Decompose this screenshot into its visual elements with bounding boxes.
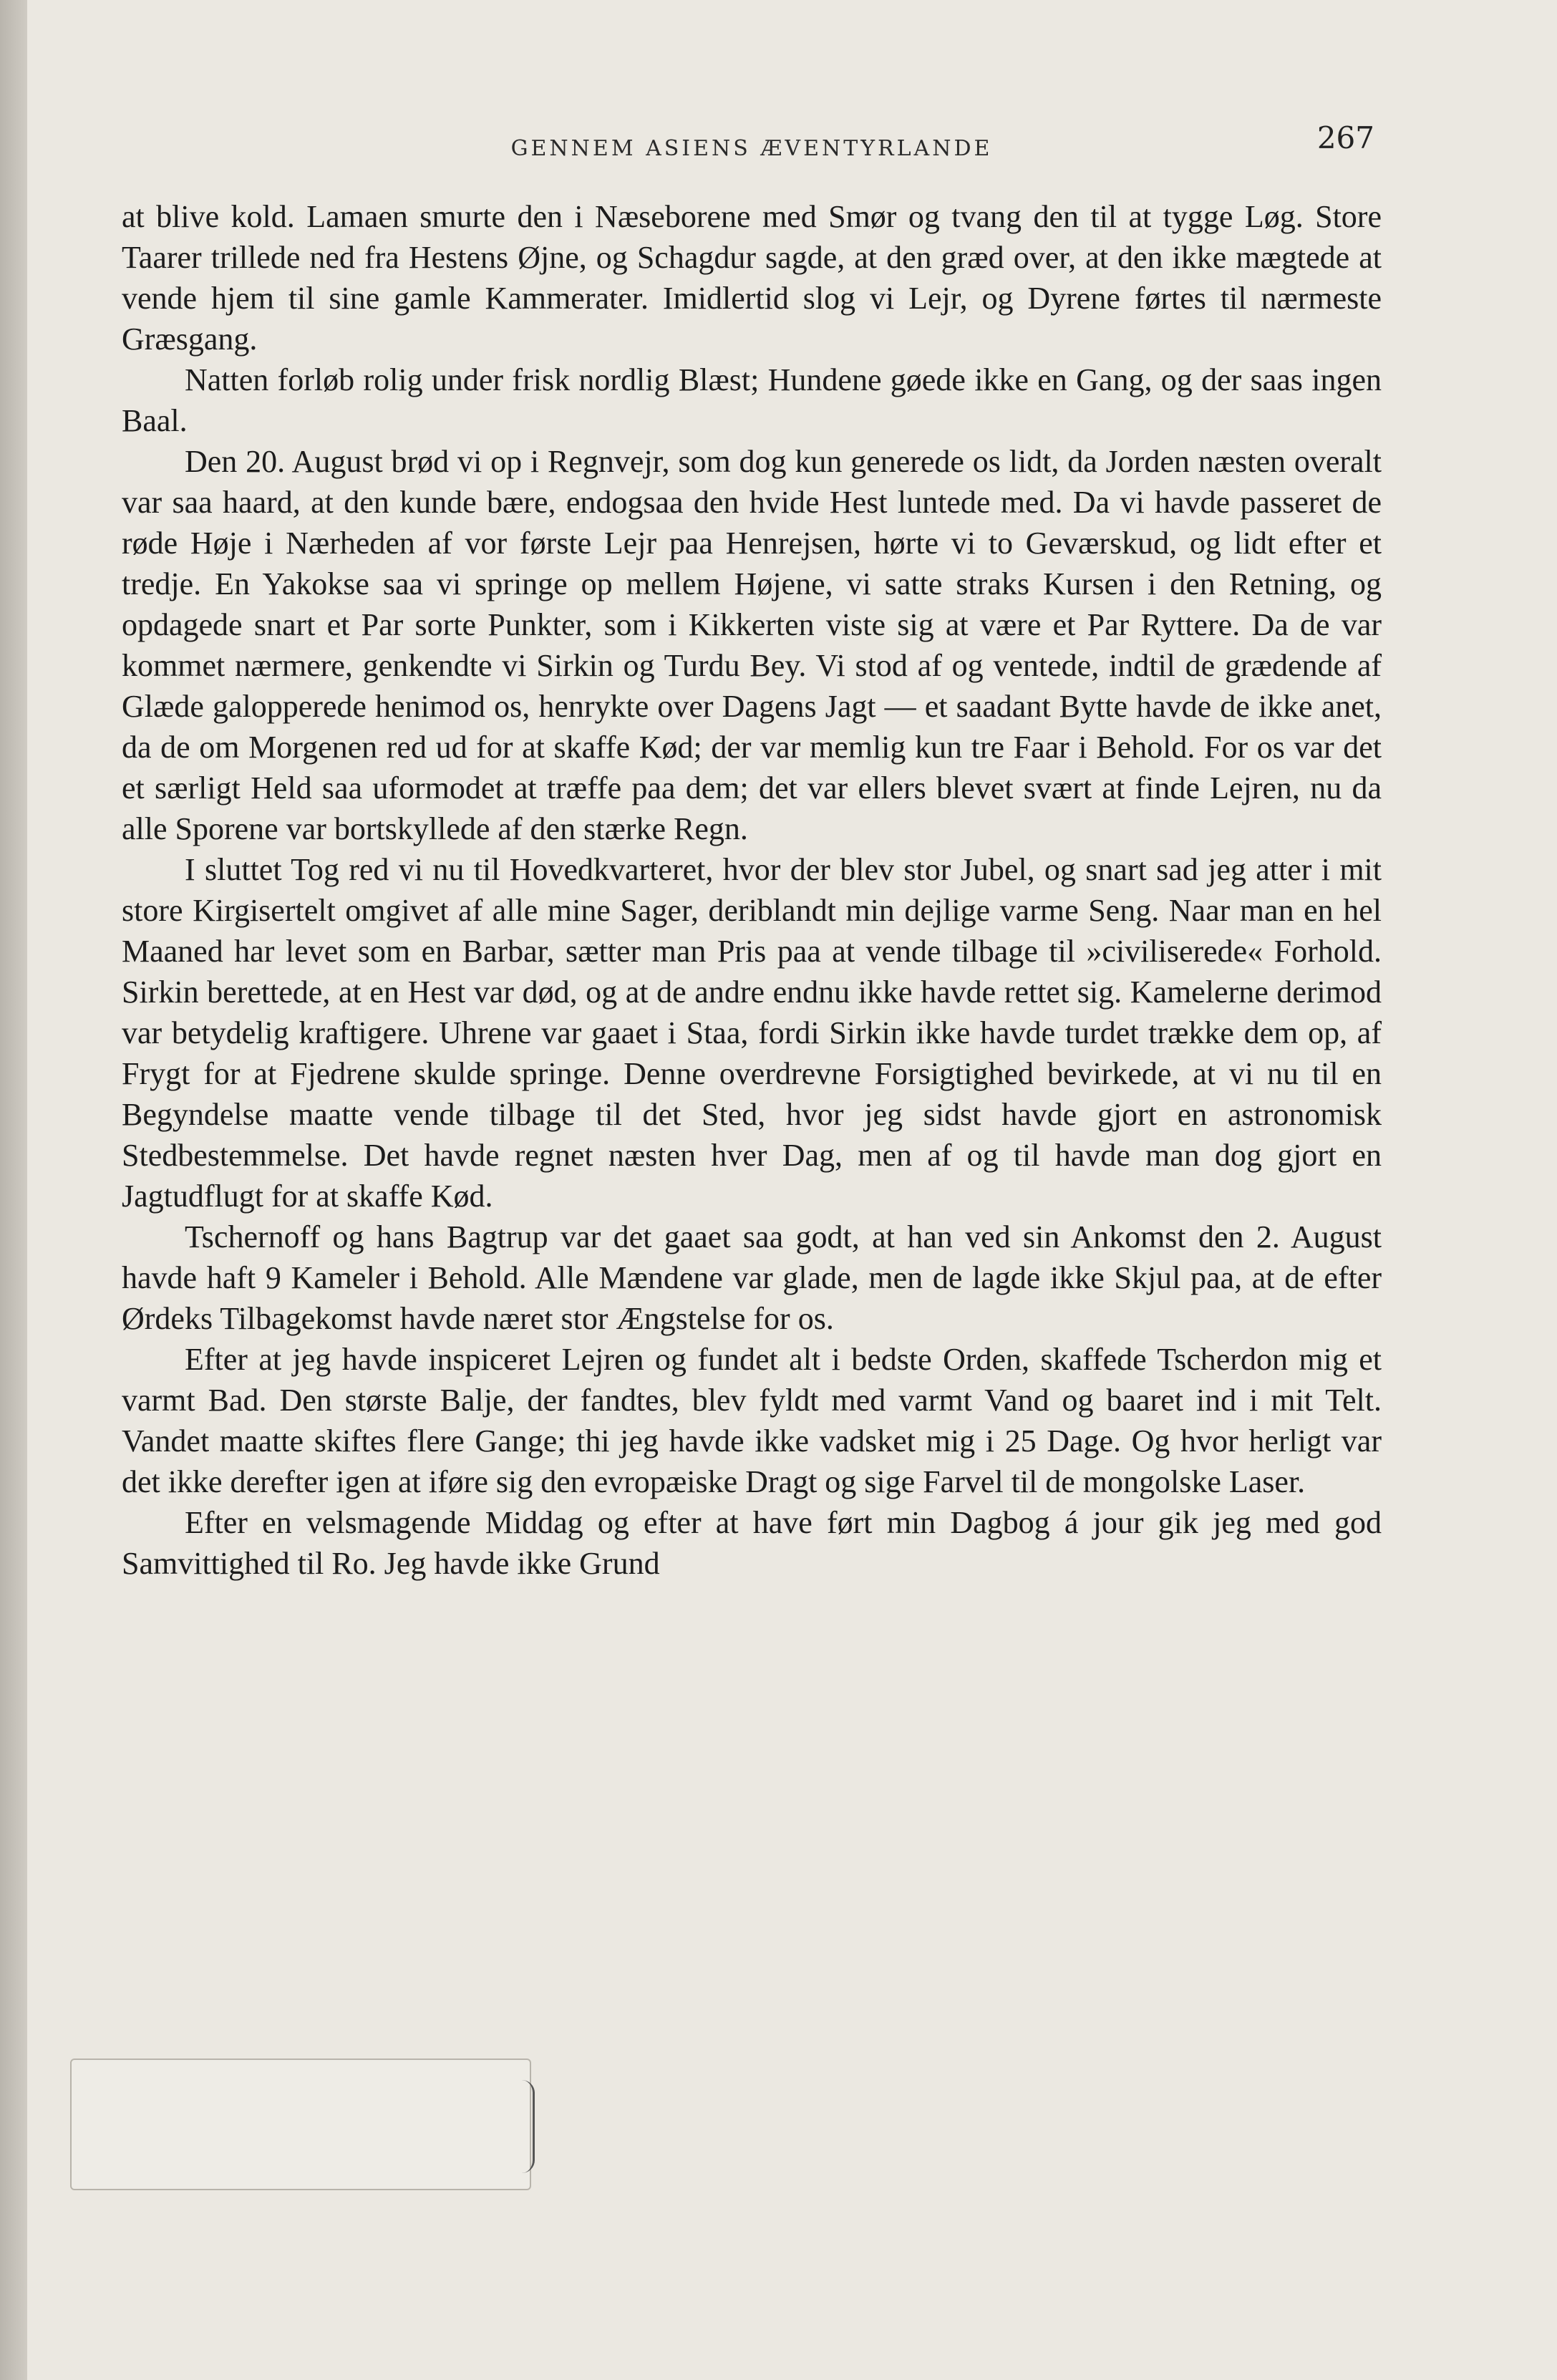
body-text bbox=[122, 196, 1382, 1584]
paragraph-6: Efter at jeg havde inspiceret Lejren og fundet alt i bedste Orden, skaffede Tscherdon mig et varmt Bad. Den største Balje, der fandtes, blev fyldt med varmt Vand og baaret ind i mit Telt. Vandet maatte skiftes flere Gange; thi jeg havde ikke vadsket mig i 25 Dage. Og hvor herligt var det ikke derefter igen at iføre sig den evropæiske Dragt og sige Farvel til de mongolske Laser. bbox=[122, 1342, 1382, 1499]
stamp-bracket bbox=[520, 2080, 535, 2173]
book-page bbox=[27, 0, 1557, 2380]
paragraph-1: at blive kold. Lamaen smurte den i Næseborene med Smør og tvang den til at tygge Løg. Store Taarer trillede ned fra Hestens Øjne, og Schagdur sagde, at den græd over, at den ikke mægtede at vende hjem til sine gamle Kammerater. Imidlertid slog vi Lejr, og Dyrene førtes til nærmeste Græsgang. bbox=[122, 199, 1382, 357]
paragraph-3: Den 20. August brød vi op i Regnvejr, som dog kun generede os lidt, da Jorden næsten overalt var saa haard, at den kunde bære, endogsaa den hvide Hest luntede med. Da vi havde passeret de røde Høje i Nærheden af vor første Lejr paa Henrejsen, hørte vi to Geværskud, og lidt efter et tredje. En Yakokse saa vi springe op mellem Højene, vi satte straks Kursen i den Retning, og opdagede snart et Par sorte Punkter, som i Kikkerten viste sig at være et Par Ryttere. Da de var kommet nærmere, genkendte vi Sirkin og Turdu Bey. Vi stod af og ventede, indtil de grædende af Glæde galopperede henimod os, henrykte over Dagens Jagt — et saadant Bytte havde de ikke anet, da de om Morgenen red ud for at skaffe Kød; der var memlig kun tre Faar i Behold. For os var det et særligt Held saa uformodet at træffe paa dem; det var ellers blevet svært at finde Lejren, nu da alle Sporene var bortskyllede af den stærke Regn. bbox=[122, 444, 1382, 846]
paragraph-4: I sluttet Tog red vi nu til Hovedkvarteret, hvor der blev stor Jubel, og snart sad jeg atter i mit store Kirgisertelt omgivet af alle mine Sager, deriblandt min dejlige varme Seng. Naar man en hel Maaned har levet som en Barbar, sætter man Pris paa at vende tilbage til »civiliserede« Forhold. Sirkin berettede, at en Hest var død, og at de andre endnu ikke havde rettet sig. Kamelerne derimod var betydelig kraftigere. Uhrene var gaaet i Staa, fordi Sirkin ikke havde turdet trække dem op, af Frygt for at Fjedrene skulde springe. Denne overdrevne Forsigtighed bevirkede, at vi nu til en Begyndelse maatte vende tilbage til det Sted, hvor jeg sidst havde gjort en astronomisk Stedbestemmelse. Det havde regnet næsten hver Dag, men af og til havde man dog gjort en Jagtudflugt for at skaffe Kød. bbox=[122, 852, 1382, 1214]
paragraph-7: Efter en velsmagende Middag og efter at have ført min Dagbog á jour gik jeg med god Samvittighed til Ro. Jeg havde ikke Grund bbox=[122, 1505, 1382, 1581]
library-stamp-box bbox=[70, 2059, 531, 2190]
paragraph-2: Natten forløb rolig under frisk nordlig Blæst; Hundene gøede ikke en Gang, og der saas ingen Baal. bbox=[122, 362, 1382, 438]
running-title: GENNEM ASIENS ÆVENTYRLANDE bbox=[510, 136, 993, 161]
running-head bbox=[122, 107, 1382, 165]
scan-edge bbox=[0, 0, 27, 2380]
page-content bbox=[122, 107, 1382, 1584]
page-number: 267 bbox=[1316, 120, 1374, 155]
paragraph-5: Tschernoff og hans Bagtrup var det gaaet saa godt, at han ved sin Ankomst den 2. August havde haft 9 Kameler i Behold. Alle Mændene var glade, men de lagde ikke Skjul paa, at de efter Ørdeks Tilbagekomst havde næret stor Ængstelse for os. bbox=[122, 1219, 1382, 1336]
